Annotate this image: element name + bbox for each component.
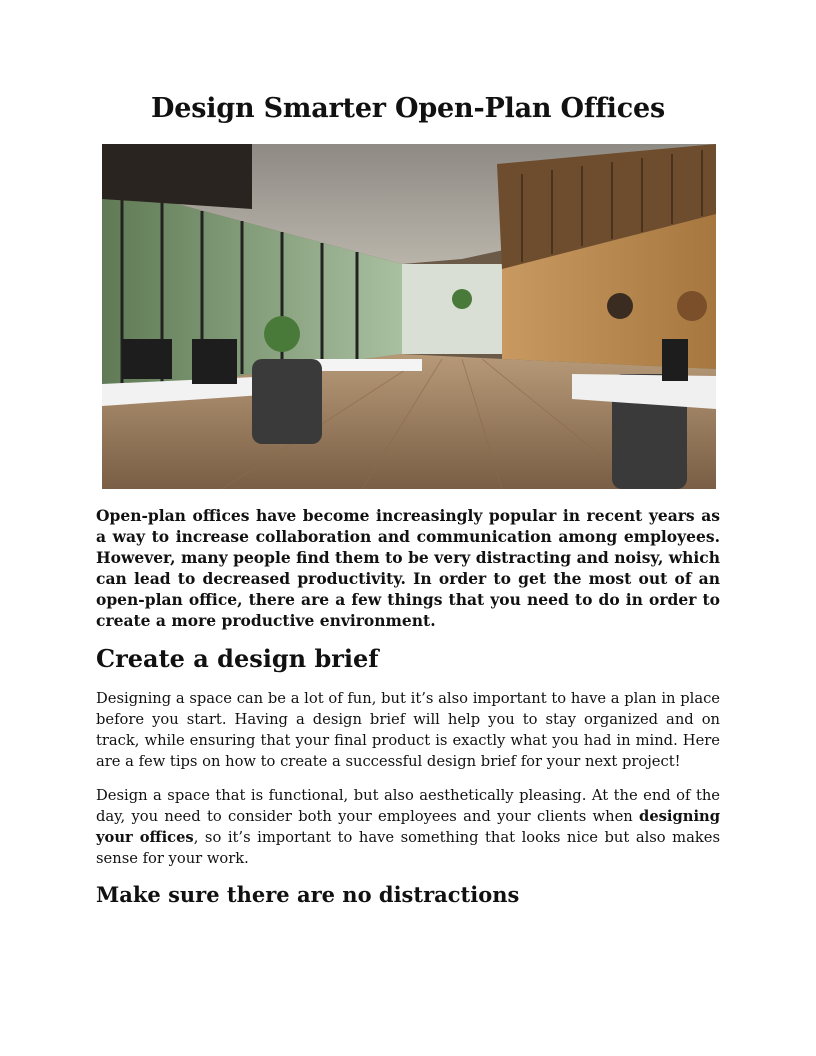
design-brief-paragraph-2	[96, 785, 720, 869]
paragraph-text: Design a space that is functional, but also aesthetically pleasing. At the end of the day, you need to consider both your employees and your clients when	[96, 787, 720, 825]
intro-paragraph: Open-plan offices have become increasingly popular in recent years as a way to increase collaboration and communication among employees. However, many people find them to be very distracting and noisy, which can lead to decreased productivity. In order to get the most out of an open-plan office, there are a few things that you need to do in order to create a more productive environment.	[96, 506, 720, 630]
page-title: Design Smarter Open-Plan Offices	[151, 93, 665, 124]
design-brief-paragraph-1: Designing a space can be a lot of fun, but it’s also important to have a plan in place before you start. Having a design brief will help you to stay organized and on track, while ensuring that your final product is exactly what you had in mind. Here are a few tips on how to create a successful design brief for your next project!	[96, 690, 720, 770]
paragraph-text: , so it’s important to have something that looks nice but also makes sense for your work.	[96, 829, 720, 867]
designing-offices-link[interactable]: designing your offices	[96, 808, 720, 846]
section-heading-design-brief: Create a design brief	[96, 644, 379, 673]
section-heading-no-distractions: Make sure there are no distractions	[96, 882, 520, 907]
office-photo	[102, 144, 716, 489]
